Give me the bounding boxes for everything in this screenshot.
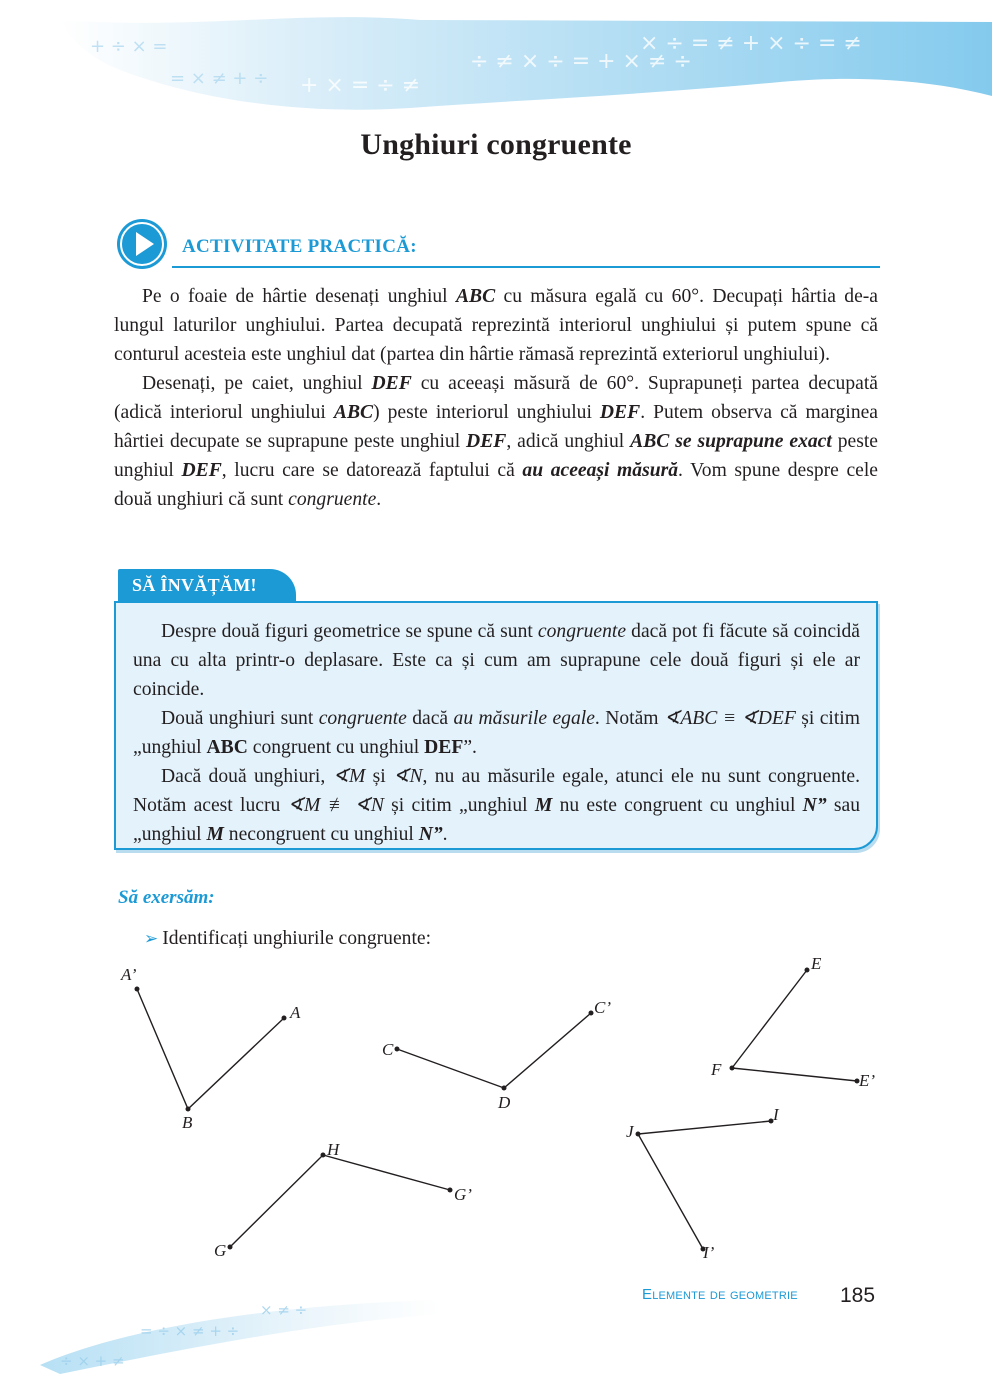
point-e (805, 968, 810, 973)
activity-paragraph-1: Pe o foaie de hârtie desenați unghiul ABC cu măsura egală cu 60°. Decupați hârtia de-a lungul laturilor unghiului. Partea decupată reprezintă interiorul unghiului și putem spune că conturul acesteia este unghiul dat (partea din hârtie rămasă reprezintă exteriorul unghiului). (114, 286, 878, 365)
label-e-prime: E’ (859, 1071, 876, 1090)
label-j: J (626, 1122, 634, 1141)
angle-figures (0, 940, 992, 1280)
label-b: B (182, 1113, 193, 1132)
point-b (186, 1107, 191, 1112)
svg-text:× ÷ = ≠ + × ÷ = ≠: × ÷ = ≠ + × ÷ = ≠ (640, 31, 862, 56)
label-f: F (711, 1060, 722, 1079)
angle-cdc-lines (397, 1013, 591, 1088)
learn-paragraph-2: Două unghiuri sunt congruente dacă au măsurile egale. Notăm ∢ABC ≡ ∢DEF și citim „unghiul ABC congruent cu unghiul DEF”. (133, 708, 860, 758)
point-g (228, 1245, 233, 1250)
learn-paragraph-1: Despre două figuri geometrice se spune că sunt congruente dacă pot fi făcute să coincidă una cu alta printr-o deplasare. Este ca și cum am suprapune cele două figuri și ele ar coincide. (133, 621, 860, 700)
point-f (730, 1066, 735, 1071)
label-i-prime: I’ (703, 1243, 715, 1262)
point-a (282, 1016, 287, 1021)
activity-text (114, 282, 878, 514)
angle-efe-lines (732, 970, 857, 1081)
svg-text:= ÷ × ≠ + ÷: = ÷ × ≠ + ÷ (140, 1322, 240, 1340)
svg-text:+ × = ÷ ≠: + × = ÷ ≠ (300, 73, 421, 98)
label-i: I (773, 1105, 779, 1124)
activity-label: ACTIVITATE PRACTICĂ: (182, 236, 417, 257)
label-h: H (327, 1140, 340, 1159)
label-c: C (382, 1040, 394, 1059)
point-c (395, 1047, 400, 1052)
label-d: D (498, 1093, 511, 1112)
point-g-prime (448, 1188, 453, 1193)
chapter-name: Elemente de geometrie (642, 1286, 798, 1303)
label-a-prime: A’ (121, 965, 137, 984)
svg-text:+ ÷ × =: + ÷ × = (90, 36, 168, 57)
point-h (321, 1153, 326, 1158)
svg-text:× ≠ ÷: × ≠ ÷ (260, 1301, 308, 1319)
learn-paragraph-3: Dacă două unghiuri, ∢M și ∢N, nu au măsurile egale, atunci ele nu sunt congruente. Notăm acest lucru ∢M ≢ ∢N și citim „unghiul M nu este congruent cu unghiul N” sau „unghiul M necongruent cu unghiul N”. (133, 766, 861, 845)
angle-abc-lines (137, 989, 284, 1109)
learn-tab: SĂ ÎNVĂȚĂM! (118, 569, 296, 601)
activity-divider (172, 266, 880, 268)
point-j (636, 1132, 641, 1137)
svg-text:= × ≠ + ÷: = × ≠ + ÷ (170, 68, 269, 89)
exercise-item: ➢ Identificați unghiurile congruente: (144, 928, 432, 949)
exercise-title: Să exersăm: (118, 887, 215, 908)
page-title: Unghiuri congruente (360, 128, 632, 161)
page-number: 185 (840, 1284, 876, 1307)
learn-box (114, 601, 878, 850)
point-d (502, 1086, 507, 1091)
footer-decoration (0, 1270, 520, 1389)
label-e: E (811, 954, 822, 973)
header-decoration (0, 0, 992, 140)
point-a-prime (135, 987, 140, 992)
point-c-prime (589, 1011, 594, 1016)
arrow-icon: ➢ (144, 929, 159, 948)
activity-header (116, 218, 880, 270)
label-a: A (290, 1003, 301, 1022)
angle-iji-lines (638, 1121, 771, 1249)
play-icon (116, 218, 168, 270)
activity-paragraph-2: Desenați, pe caiet, unghiul DEF cu aceeași măsură de 60°. Suprapuneți partea decupată (adică interiorul unghiului ABC) peste interiorul unghiului DEF. Putem observa că marginea hârtiei decupate se suprapune peste unghiul DEF, adică unghiul ABC se suprapune exact peste unghiul DEF, lucru care se datorează faptului că au aceeași măsură. Vom spune despre cele două unghiuri că sunt congruente. (114, 373, 879, 510)
label-c-prime: C’ (594, 998, 611, 1017)
label-g-prime: G’ (454, 1185, 472, 1204)
svg-text:÷ ≠ × ÷ = + × ≠ ÷: ÷ ≠ × ÷ = + × ≠ ÷ (470, 49, 692, 74)
svg-text:÷ × + ≠: ÷ × + ≠ (60, 1352, 125, 1370)
learn-text (133, 617, 860, 849)
label-g: G (214, 1241, 227, 1260)
angle-ghg-lines (230, 1155, 450, 1247)
